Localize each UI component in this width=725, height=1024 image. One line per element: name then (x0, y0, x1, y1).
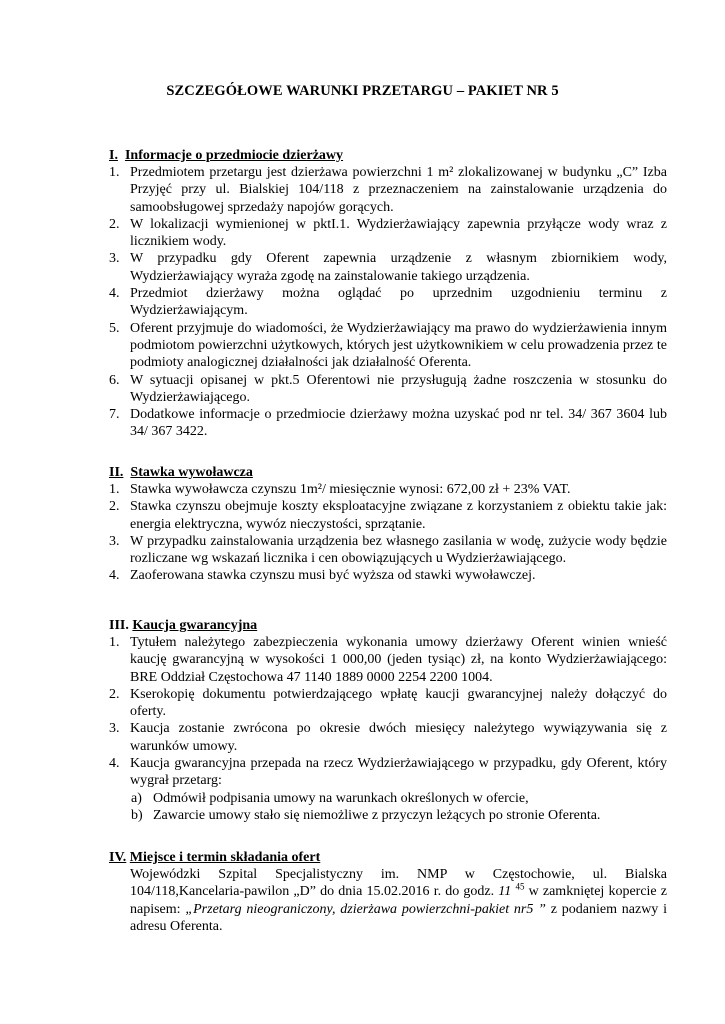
item-text: Kaucja gwarancyjna przepada na rzecz Wydzierżawiającego w przypadku, gdy Oferent, który wygrał przetarg: (130, 756, 667, 789)
submission-hour: 11 (498, 884, 512, 900)
item-text: Zawarcie umowy stało się niemożliwe z przyczyn leżących po stronie Oferenta. (153, 807, 601, 823)
item-number: 3. (109, 721, 120, 737)
submission-minutes: 45 (515, 881, 525, 892)
list-item (109, 686, 667, 721)
item-number: 3. (109, 251, 120, 267)
item-number: 2. (109, 686, 120, 702)
item-text: Oferent przyjmuje do wiadomości, że Wydzierżawiający ma prawo do wydzierżawienia innym podmiotom powierzchni użytkowych, których jest użytkownikiem w celu prowadzenia przez te podmioty analogicznej działalności jak działalność Oferenta. (130, 320, 667, 371)
section-4-number: IV. (109, 850, 127, 865)
list-item (109, 498, 667, 533)
list-item (109, 320, 667, 372)
list-item (109, 720, 667, 755)
section-3-title: Kaucja gwarancyjna (132, 618, 258, 633)
section-2-heading (109, 464, 253, 481)
section-3-number: III. (109, 618, 129, 633)
list-item (109, 755, 667, 790)
section-4-heading (109, 849, 320, 866)
list-item (109, 164, 667, 216)
section-3-list (109, 634, 667, 824)
section-2-list (109, 481, 667, 585)
item-text: Odmówił podpisania umowy na warunkach określonych w ofercie, (153, 790, 529, 806)
item-number: 2. (109, 499, 120, 515)
section-1-title: Informacje o przedmiocie dzierżawy (124, 148, 344, 163)
document-title: SZCZEGÓŁOWE WARUNKI PRZETARGU – PAKIET NR 5 (166, 83, 559, 99)
item-number: 7. (109, 407, 120, 423)
list-item (109, 567, 667, 584)
item-number: 4. (109, 756, 120, 772)
list-item (109, 372, 667, 407)
item-text: Przedmiotem przetargu jest dzierżawa powierzchni 1 m² zlokalizowanej w budynku „C” Izba Przyjęć przy ul. Bialskiej 104/118 z przeznaczeniem na zainstalowanie urządzenia do samoobsługowej sprzedaży napojów gorących. (130, 165, 667, 215)
item-number: 1. (109, 635, 120, 650)
section-3-heading (109, 617, 257, 634)
list-item (109, 634, 667, 686)
item-text: Kserokopię dokumentu potwierdzającego wpłatę kaucji gwarancyjnej należy dołączyć do oferty. (130, 686, 667, 720)
section-1-heading (109, 147, 343, 164)
oferent-info-text: z podaniem nazwy i adresu Oferenta. (130, 901, 667, 934)
item-text: Kaucja zostanie zwrócona po okresie dwóch miesięcy należytego wywiązywania się z warunków umowy. (130, 721, 667, 754)
item-number: 1. (109, 482, 120, 497)
section-2-title: Stawka wywoławcza (130, 465, 253, 480)
section-4-paragraph (130, 866, 667, 935)
section-4-title: Miejsce i termin składania ofert (129, 850, 321, 865)
list-item (109, 481, 667, 498)
item-text: W przypadku zainstalowania urządzenia bez własnego zasilania w wodę, zużycie wody będzie rozliczane wg wskazań licznika i cen obowiązujących u Wydzierżawiającego. (130, 533, 667, 567)
item-number: 3. (109, 533, 120, 549)
item-text: W przypadku gdy Oferent zapewnia urządzenie z własnym zbiornikiem wody, Wydzierżawiający wyraża zgodę na zainstalowanie takiego urządzenia. (130, 251, 667, 284)
envelope-text: w zamkniętej kopercie z napisem: (130, 884, 668, 917)
sub-list-item (109, 790, 667, 807)
item-letter: b) (131, 807, 143, 823)
item-letter: a) (131, 790, 142, 806)
item-number: 6. (109, 372, 120, 388)
list-item (109, 285, 667, 320)
list-item (109, 216, 667, 251)
item-number: 4. (109, 568, 120, 584)
submission-place: Wojewódzki Szpital Specjalistyczny im. NMP w Częstochowie, ul. Bialska 104/118,Kancelaria-pawilon „D” do dnia 15.02.2016 r. do godz. (130, 867, 667, 900)
item-text: Tytułem należytego zabezpieczenia wykonania umowy dzierżawy Oferent winien wnieść kaucję gwarancyjną w wysokości 1 000,00 (jeden tysiąc) zł, na konto Wydzierżawiającego: BRE Oddział Częstochowa 47 1140 1889 0000 2254 2200 1004. (130, 635, 667, 685)
sub-list-item (109, 807, 667, 824)
section-1-list (109, 164, 667, 441)
list-item (109, 250, 667, 285)
item-text: Dodatkowe informacje o przedmiocie dzierżawy można uzyskać pod nr tel. 34/ 367 3604 lub 34/ 367 3422. (130, 407, 667, 440)
item-number: 1. (109, 165, 120, 180)
item-number: 2. (109, 216, 120, 232)
envelope-label: „Przetarg nieograniczony, dzierżawa powierzchni-pakiet nr5 ” (185, 901, 546, 917)
item-text: Stawka czynszu obejmuje koszty eksploatacyjne związane z korzystaniem z obiektu takie jak: energia elektryczna, wywóz nieczystości, sprzątanie. (130, 499, 667, 532)
item-number: 4. (109, 286, 120, 302)
list-item (109, 406, 667, 441)
item-number: 5. (109, 320, 120, 336)
section-1-number: I. (109, 148, 118, 163)
item-text: W lokalizacji wymienionej w pktI.1. Wydzierżawiający zapewnia przyłącze wody wraz z licznikiem wody. (130, 216, 667, 250)
item-text: Przedmiot dzierżawy można oglądać po uprzednim uzgodnieniu terminu z Wydzierżawiającym. (130, 286, 667, 319)
item-text: Zaoferowana stawka czynszu musi być wyższa od stawki wywoławczej. (130, 568, 536, 584)
item-text: Stawka wywoławcza czynszu 1m²/ miesięcznie wynosi: 672,00 zł + 23% VAT. (130, 482, 571, 497)
list-item (109, 533, 667, 568)
item-text: W sytuacji opisanej w pkt.5 Oferentowi nie przysługują żadne roszczenia w stosunku do Wydzierżawiającego. (130, 372, 667, 405)
section-2-number: II. (109, 465, 124, 480)
